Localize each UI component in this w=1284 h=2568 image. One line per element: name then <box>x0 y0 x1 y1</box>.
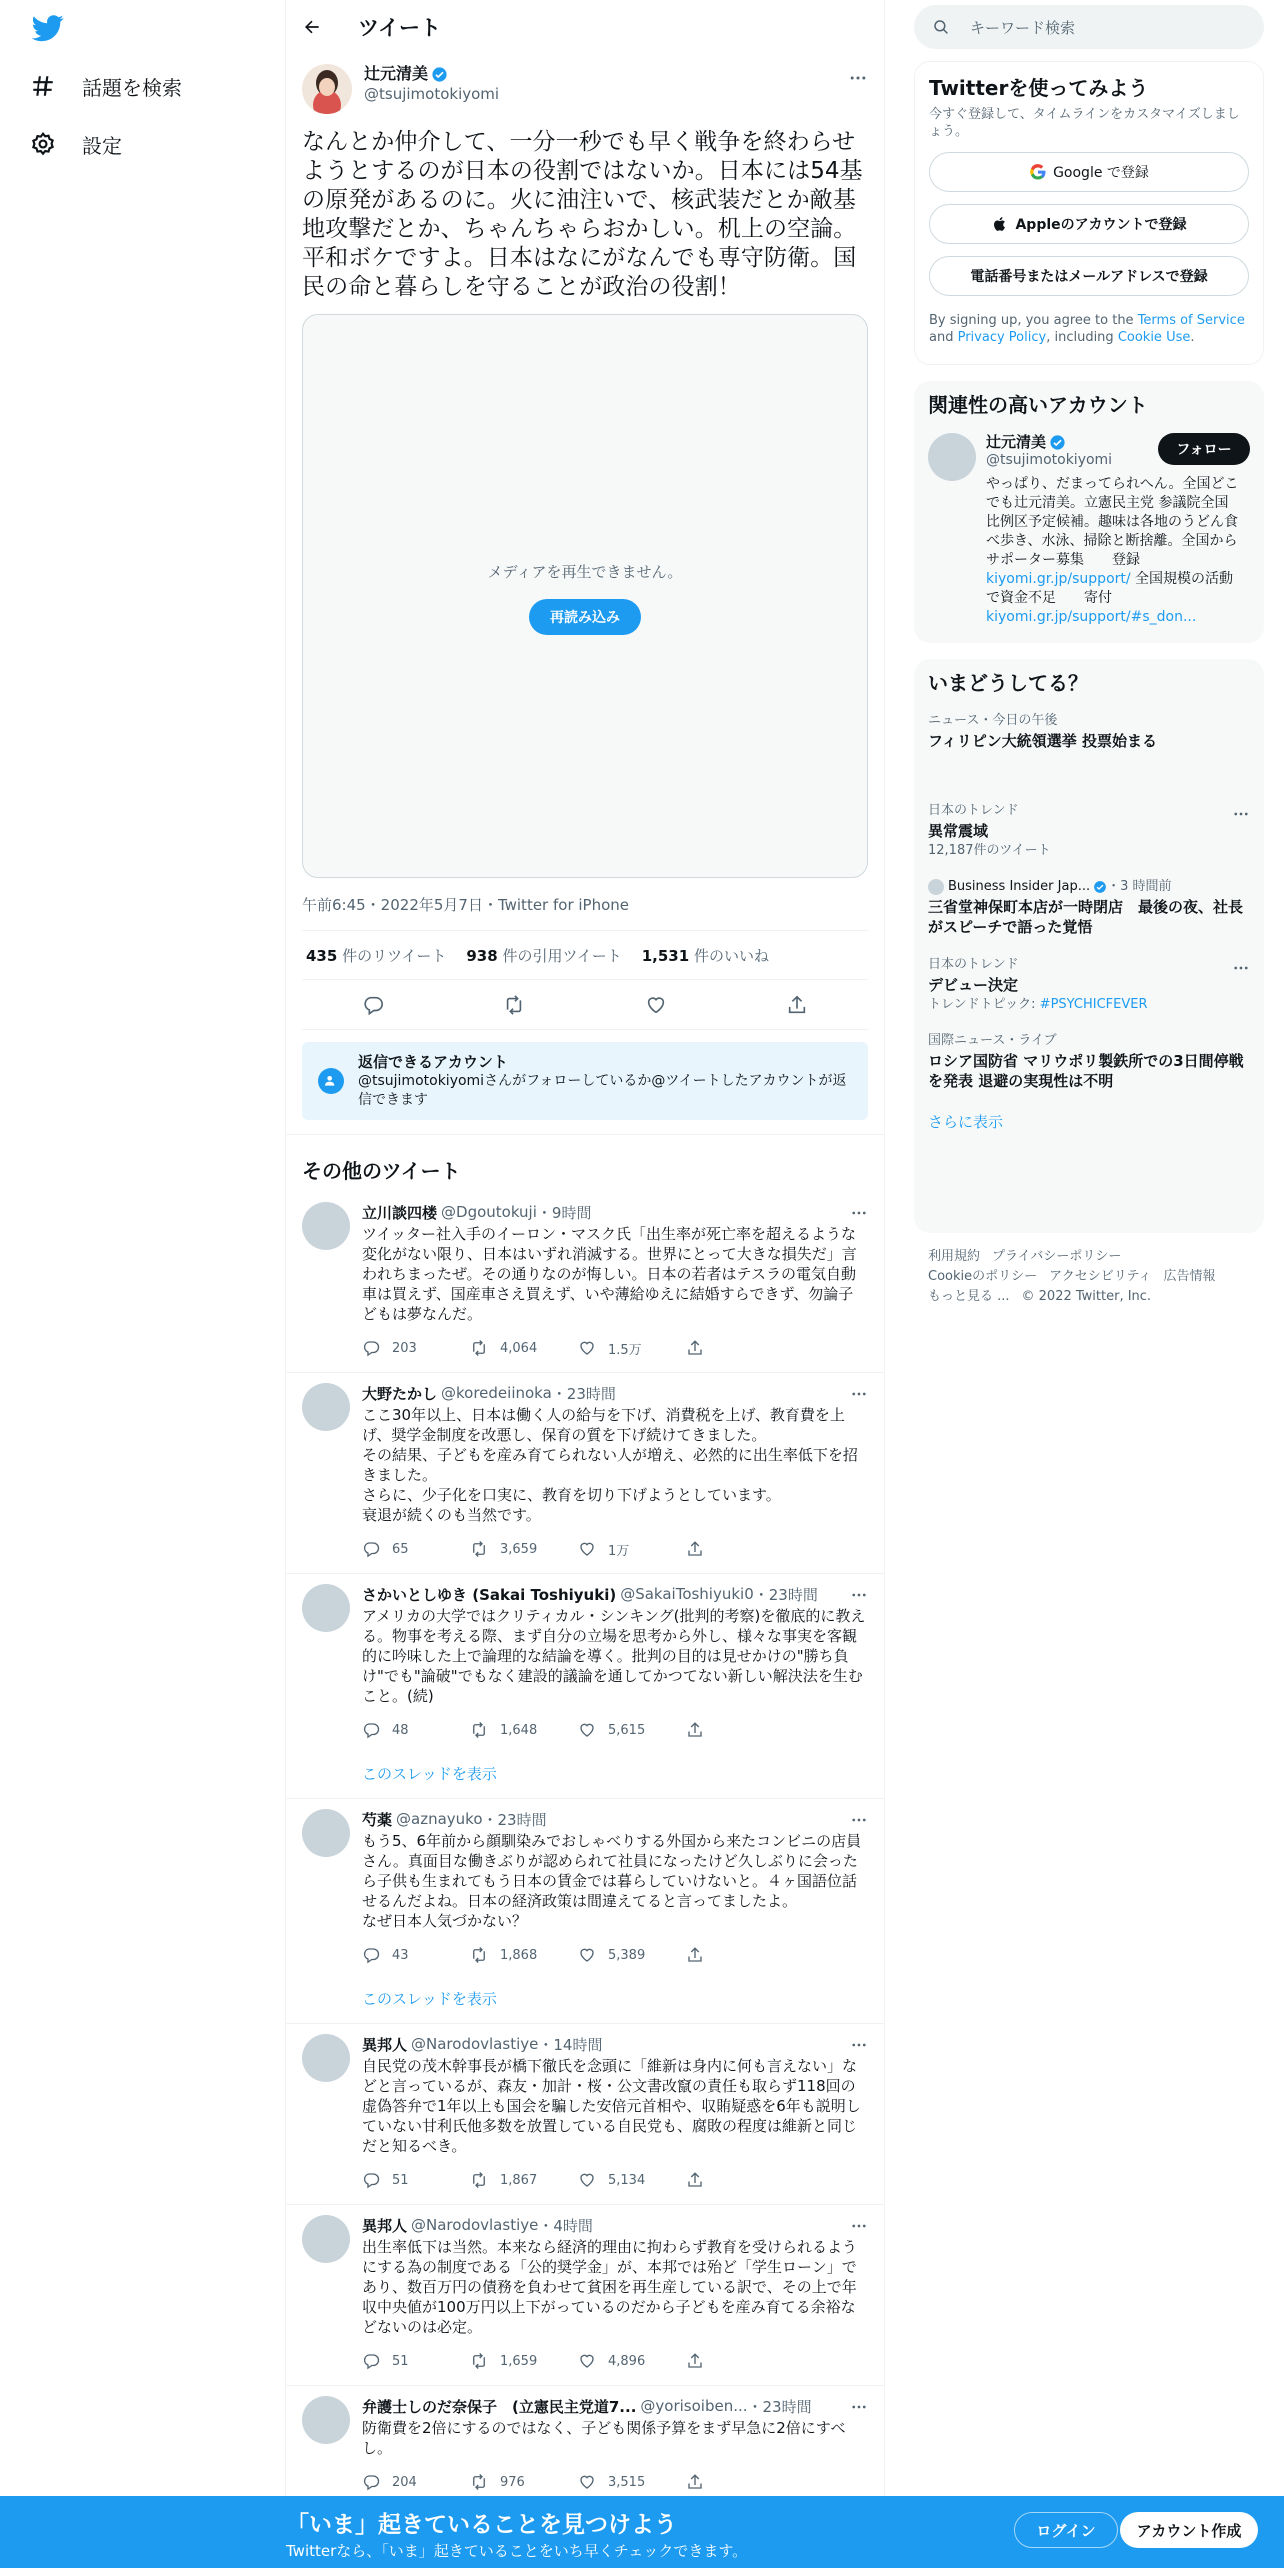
reply-count: 65 <box>392 1541 409 1557</box>
retweet-count: 1,648 <box>500 1722 538 1738</box>
tweet-timestamp[interactable]: 午前6:45・2022年5月7日・Twitter for iPhone <box>302 896 630 914</box>
tweet-actions <box>362 1712 868 1748</box>
reply-icon[interactable] <box>362 994 384 1016</box>
publisher-avatar <box>928 879 944 895</box>
share-icon[interactable] <box>686 1339 704 1357</box>
show-more-link[interactable]: さらに表示 <box>928 1113 1004 1131</box>
author-handle[interactable]: @tsujimotokiyomi <box>364 85 500 103</box>
tweet-time[interactable]: ・9時間 <box>536 1203 592 1222</box>
footer-more-link[interactable]: もっと見る ... <box>928 1289 1010 1304</box>
trend-title: フィリピン大統領選挙 投票始まる <box>928 732 1158 750</box>
trends-card <box>914 659 1264 1233</box>
like-count-value: 1,531 <box>641 946 690 965</box>
like-count: 5,615 <box>608 1722 646 1738</box>
media-error-message: メディアを再生できません。 <box>487 563 683 581</box>
avatar[interactable] <box>302 64 352 114</box>
apple-signup-button[interactable] <box>929 204 1249 244</box>
quote-count-label: 件の引用ツイート <box>502 946 622 965</box>
retweet-icon[interactable] <box>470 2473 488 2491</box>
nav-explore[interactable] <box>30 66 182 106</box>
footer <box>914 1247 1264 1307</box>
nav-settings-label: 設定 <box>82 133 122 158</box>
google-signup-label: Google で登録 <box>1053 165 1149 181</box>
left-nav <box>0 0 285 2568</box>
list-item[interactable] <box>286 2205 884 2386</box>
avatar[interactable] <box>302 2215 350 2263</box>
more-options-icon[interactable] <box>850 2217 868 2235</box>
tweet-text: ここ30年以上、日本は働く人の給与を下げ、消費税を上げ、教育費を上げ、奨学金制度を改悪し、保育の質を下げ続けてきました。 その結果、子どもを産み育てられない人が増え、必然的に出生率低下を招きました。 さらに、少子化を口実に、教育を切り下げようとしています。 衰退が続くのも当然です。 <box>362 1406 858 1524</box>
tweet-author <box>302 64 868 116</box>
trend-title: 異常震域 <box>928 822 989 840</box>
tweet-actions <box>362 2343 868 2379</box>
trends-title: いまどうしてる？ <box>928 671 1088 695</box>
terms-text: and <box>929 330 958 345</box>
share-icon[interactable] <box>686 2352 704 2370</box>
terms-of-service-link[interactable]: Terms of Service <box>1137 313 1245 328</box>
search-placeholder: キーワード検索 <box>970 18 1076 37</box>
more-options-icon[interactable] <box>850 2036 868 2054</box>
share-icon[interactable] <box>686 1721 704 1739</box>
list-item[interactable] <box>286 1373 884 1574</box>
reply-count: 43 <box>392 1947 409 1963</box>
reply-icon[interactable] <box>362 2171 380 2189</box>
show-thread-link[interactable]: このスレッドを表示 <box>362 1989 497 2008</box>
share-icon[interactable] <box>686 2171 704 2189</box>
trend-title: デビュー決定 <box>928 976 1019 994</box>
like-icon[interactable] <box>578 2171 596 2189</box>
tweet-text: 防衛費を2倍にするのではなく、子ども関係予算をまず早急に2倍にすべし。 <box>362 2419 846 2457</box>
footer-ads-link[interactable]: 広告情報 <box>1163 1269 1216 1284</box>
show-thread-link[interactable]: このスレッドを表示 <box>362 1764 497 1783</box>
tweet-author-handle: @Dgoutokuji <box>441 1203 537 1221</box>
signup-title: Twitterを使ってみよう <box>929 76 1149 100</box>
reply-icon[interactable] <box>362 1339 380 1357</box>
retweet-icon[interactable] <box>470 2171 488 2189</box>
list-item[interactable] <box>286 1799 884 2024</box>
like-count: 1万 <box>608 1543 630 1559</box>
tweet-text: アメリカの大学ではクリティカル・シンキング(批判的考察)を徹底的に教える。物事を考える際、まず自分の立場を思考から外し、様々な事実を客観的に吟味した上で論理的な結論を導く。批判の目的は見せかけの"勝ち負け"でも"論破"でもなく建設的議論を通してかつてない新しい解決法を生むこと。(続) <box>362 1607 866 1705</box>
tweet-text: なんとか仲介して、一分一秒でも早く戦争を終わらせようとするのが日本の役割ではないか。日本には54基の原発があるのに。火に油注いで、核武装だとか敵基地攻撃だとか、ちゃんちゃらおかしい。机上の空論。平和ボケですよ。日本はなにがなんでも専守防衛。国民の命と暮らしを守ることが政治の役割！ <box>302 129 863 300</box>
google-logo-icon <box>1029 163 1047 181</box>
trend-item[interactable] <box>914 793 1264 869</box>
apple-signup-label: Appleのアカウントで登録 <box>1015 217 1187 233</box>
list-item[interactable] <box>286 1192 884 1373</box>
tweet-actions <box>362 2162 868 2198</box>
phone-email-signup-label: 電話番号またはメールアドレスで登録 <box>970 269 1208 285</box>
like-count-label: 件のいいね <box>693 946 769 965</box>
trend-title: ロシア国防省 マリウポリ製鉄所での3日間停戦を発表 退避の実現性は不明 <box>928 1052 1244 1090</box>
tweet-author-name[interactable]: 弁護士しのだ奈保子 (立憲民主党道7... <box>362 2397 637 2416</box>
tweet-stats <box>302 930 868 980</box>
like-icon[interactable] <box>578 2352 596 2370</box>
tweet-actions <box>362 1937 868 1973</box>
trend-time: ・3 時間前 <box>1107 879 1172 894</box>
retweet-count: 1,868 <box>500 1947 538 1963</box>
tweet-text: 自民党の茂木幹事長が橋下徹氏を念頭に「維新は身内に何も言えない」などと言っているが、森友・加計・桜・公文書改竄の責任も取らず118回の虚偽答弁で1年以上も国会を騙した安倍元首相や、収賄疑惑を6年も説明していない甘利氏他多数を放置している自民党も、腐敗の程度は維新と同じだと知るべき。 <box>362 2057 861 2155</box>
bio-text: やっぱり、だまってられへん。全国どこでも辻元清美。立憲民主党 参議院全国比例区予定候補。趣味は各地のうどん食べ歩き、水泳、掃除と断捨離。全国からサポーター募集 登録 <box>986 476 1239 568</box>
tweet-actions <box>362 2464 868 2500</box>
main-column <box>286 0 884 2568</box>
tweet-text: もう5、6年前から顔馴染みでおしゃべりする外国から来たコンビニの店員さん。真面目な働きぶりが認められて社員になったけど久しぶりに会ったら子供も生まれてもう日本の賃金では暮らしていけないと。４ヶ国語位話せるんだよね。日本の経済政策は間違えてると言ってましたよ。 なぜ日本人気づかない？ <box>362 1832 862 1930</box>
trend-context: Business Insider Jap... <box>948 879 1091 894</box>
trend-context: 日本のトレンド <box>928 957 1019 972</box>
other-tweets-list <box>286 1192 884 2507</box>
reply-count: 203 <box>392 1340 417 1356</box>
signup-card <box>914 61 1264 365</box>
cookie-use-link[interactable]: Cookie Use <box>1117 330 1191 345</box>
list-item[interactable] <box>286 2024 884 2205</box>
related-accounts-card <box>914 381 1264 643</box>
quote-count[interactable] <box>466 945 621 966</box>
back-arrow-icon[interactable] <box>302 17 322 37</box>
like-icon[interactable] <box>578 1339 596 1357</box>
reply-notice-title: 返信できるアカウント <box>358 1052 508 1071</box>
retweet-count: 4,064 <box>500 1340 538 1356</box>
like-icon[interactable] <box>578 1946 596 1964</box>
search-input[interactable] <box>914 5 1264 49</box>
signup-button[interactable]: アカウント作成 <box>1120 2512 1258 2548</box>
more-options-icon[interactable] <box>850 1811 868 1829</box>
bio-text: 全国規模の活動で資金不足 寄付 <box>986 571 1234 606</box>
tweet-author-name[interactable]: 異邦人 <box>362 2035 408 2054</box>
more-tweets-heading: その他のツイート <box>286 1134 884 1192</box>
retweet-count: 1,867 <box>500 2172 538 2188</box>
tweet-author-handle: @SakaiToshiyuki0 <box>620 1585 754 1603</box>
reply-icon[interactable] <box>362 2473 380 2491</box>
retweet-count: 976 <box>500 2474 525 2490</box>
share-icon[interactable] <box>786 994 808 1016</box>
footer-terms-link[interactable]: 利用規約 <box>928 1249 981 1264</box>
search-icon <box>932 18 950 36</box>
retweet-icon[interactable] <box>470 1540 488 1558</box>
like-count: 5,134 <box>608 2172 646 2188</box>
reply-notice-desc: @tsujimotokiyomiさんがフォローしているか@ツイートしたアカウントが返信できます <box>358 1072 847 1108</box>
tweet-author-name[interactable]: さかいとしゆき (Sakai Toshiyuki) <box>362 1585 617 1604</box>
more-options-icon[interactable] <box>1232 959 1250 977</box>
trend-item[interactable] <box>914 1023 1264 1101</box>
quote-count-value: 938 <box>466 946 498 965</box>
reply-icon[interactable] <box>362 1946 380 1964</box>
retweet-icon[interactable] <box>503 994 525 1016</box>
reply-restriction-notice <box>302 1042 868 1120</box>
reply-icon[interactable] <box>362 2352 380 2370</box>
trend-item[interactable] <box>914 947 1264 1023</box>
footer-accessibility-link[interactable]: アクセシビリティ <box>1049 1269 1152 1284</box>
like-count: 5,389 <box>608 1947 646 1963</box>
share-icon[interactable] <box>686 1540 704 1558</box>
like-icon[interactable] <box>645 994 667 1016</box>
more-options-icon[interactable] <box>850 2398 868 2416</box>
tweet-time[interactable]: ・23時間 <box>551 1384 616 1403</box>
media-player[interactable] <box>302 314 868 878</box>
related-account[interactable] <box>928 433 1250 627</box>
tweet-actions <box>362 1531 868 1567</box>
tweet-time[interactable]: ・4時間 <box>538 2216 593 2235</box>
retweet-count-label: 件のリツイート <box>342 946 447 965</box>
related-title: 関連性の高いアカウント <box>928 393 1148 417</box>
retweet-count-value: 435 <box>306 946 338 965</box>
share-icon[interactable] <box>686 2473 704 2491</box>
trend-context: 日本のトレンド <box>928 803 1019 818</box>
apple-logo-icon <box>991 215 1009 233</box>
trend-title: 三省堂神保町本店が一時閉店 最後の夜、社長がスピーチで語った覚悟 <box>928 898 1244 936</box>
like-icon[interactable] <box>578 2473 596 2491</box>
page-title: ツイート <box>358 16 441 40</box>
user-mention-icon <box>318 1068 344 1094</box>
retweet-icon[interactable] <box>470 1339 488 1357</box>
banner-title: 「いま」起きていることを見つけよう <box>286 2512 677 2538</box>
main-tweet <box>286 54 884 914</box>
like-count: 3,515 <box>608 2474 646 2490</box>
related-handle: @tsujimotokiyomi <box>986 452 1113 468</box>
tweet-actions <box>362 1330 868 1366</box>
like-count: 4,896 <box>608 2353 646 2369</box>
more-options-icon[interactable] <box>848 68 868 88</box>
footer-copyright: © 2022 Twitter, Inc. <box>1021 1289 1152 1304</box>
trend-context: 国際ニュース・ライブ <box>928 1033 1057 1048</box>
reply-count: 204 <box>392 2474 417 2490</box>
avatar[interactable] <box>302 1383 350 1431</box>
tweet-time[interactable]: ・23時間 <box>753 1585 818 1604</box>
retweet-count[interactable] <box>306 945 446 966</box>
tweet-time[interactable]: ・23時間 <box>482 1810 547 1829</box>
trend-hashtag-link[interactable]: #PSYCHICFEVER <box>1039 997 1148 1012</box>
like-icon[interactable] <box>578 1540 596 1558</box>
tweet-author-name[interactable]: 芍薬 <box>362 1810 393 1829</box>
terms-text: , including <box>1046 330 1118 345</box>
more-options-icon[interactable] <box>1232 805 1250 823</box>
tweet-author-handle: @aznayuko <box>396 1810 483 1828</box>
retweet-icon[interactable] <box>470 1946 488 1964</box>
gear-icon <box>30 131 56 157</box>
signup-terms <box>929 312 1249 346</box>
tweet-author-name[interactable]: 異邦人 <box>362 2216 408 2235</box>
signup-subtitle: 今すぐ登録して、タイムラインをカスタマイズしましょう。 <box>929 107 1240 139</box>
reply-icon[interactable] <box>362 1721 380 1739</box>
reload-button[interactable]: 再読み込み <box>529 599 641 635</box>
hashtag-icon <box>30 73 56 99</box>
google-signup-button[interactable] <box>929 152 1249 192</box>
verified-badge-icon <box>1093 880 1107 894</box>
follow-button[interactable]: フォロー <box>1158 433 1250 465</box>
bio-link-donate[interactable]: kiyomi.gr.jp/support/#s_don... <box>986 609 1197 625</box>
tweet-author-handle: @Narodovlastiye <box>411 2216 539 2234</box>
tweet-author-handle: @yorisoiben... <box>640 2397 748 2415</box>
list-item[interactable] <box>286 1574 884 1799</box>
reply-icon[interactable] <box>362 1540 380 1558</box>
reply-count: 51 <box>392 2353 409 2369</box>
share-icon[interactable] <box>686 1946 704 1964</box>
verified-badge-icon <box>431 66 448 83</box>
retweet-count: 3,659 <box>500 1541 538 1557</box>
login-button[interactable]: ログイン <box>1014 2512 1118 2548</box>
bio-link-support[interactable]: kiyomi.gr.jp/support/ <box>986 571 1131 587</box>
trend-note: トレンドトピック: <box>928 997 1040 1012</box>
trend-context: ニュース・今日の午後 <box>928 713 1058 728</box>
avatar[interactable] <box>302 1584 350 1632</box>
twitter-logo-icon[interactable] <box>32 12 64 44</box>
trend-item[interactable] <box>914 703 1264 761</box>
list-item[interactable] <box>286 2386 884 2507</box>
author-name[interactable]: 辻元清美 <box>364 64 429 83</box>
reply-count: 51 <box>392 2172 409 2188</box>
more-options-icon[interactable] <box>850 1204 868 1222</box>
reply-count: 48 <box>392 1722 409 1738</box>
footer-cookie-link[interactable]: Cookieのポリシー <box>928 1269 1038 1284</box>
like-count: 1.5万 <box>608 1342 642 1358</box>
terms-text: By signing up, you agree to the <box>929 313 1138 328</box>
trend-tweet-count: 12,187件のツイート <box>928 843 1051 858</box>
signup-banner <box>0 2496 1284 2568</box>
tweet-author-handle: @koredeiinoka <box>441 1384 552 1402</box>
right-column <box>914 0 1264 1307</box>
avatar[interactable] <box>302 2396 350 2444</box>
like-icon[interactable] <box>578 1721 596 1739</box>
divider <box>884 0 885 2568</box>
verified-badge-icon <box>1049 434 1066 451</box>
tweet-author-name[interactable]: 立川談四楼 <box>362 1203 438 1222</box>
more-options-icon[interactable] <box>850 1385 868 1403</box>
tweet-text: 出生率低下は当然。本来なら経済的理由に拘わらず教育を受けられるようにする為の制度である「公的奨学金」が、本邦では殆ど「学生ローン」であり、数百万円の債務を負わせて貧困を再生産している訳で、その上で年収中央値が100万円以上下がっているのだから子どもを産み育てる余裕などないのは必定。 <box>362 2238 858 2336</box>
nav-explore-label: 話題を検索 <box>82 75 182 100</box>
page-header <box>286 0 884 54</box>
retweet-count: 1,659 <box>500 2353 538 2369</box>
retweet-icon[interactable] <box>470 1721 488 1739</box>
phone-email-signup-button[interactable] <box>929 256 1249 296</box>
tweet-time[interactable]: ・23時間 <box>747 2397 812 2416</box>
avatar[interactable] <box>928 433 976 481</box>
tweet-author-name[interactable]: 大野たかし <box>362 1384 438 1403</box>
avatar[interactable] <box>302 1809 350 1857</box>
tweet-text: ツイッター社入手のイーロン・マスク氏「出生率が死亡率を超えるような変化がない限り、日本はいずれ消滅する。世界にとって大きな損失だ」言われちまったぜ。その通りなのが悔しい。日本の若者はテスラの電気自動車は買えず、国産車さえ買えず、いや薄給ゆえに結婚すらできず、勿論子どもは夢なんだ。 <box>362 1225 857 1323</box>
related-bio <box>986 475 1242 627</box>
banner-subtitle: Twitterなら、「いま」起きていることをいち早くチェックできます。 <box>286 2542 748 2560</box>
nav-settings[interactable] <box>30 124 122 164</box>
footer-privacy-link[interactable]: プライバシーポリシー <box>992 1249 1122 1264</box>
tweet-actions <box>302 980 868 1030</box>
terms-text: . <box>1190 330 1195 345</box>
privacy-policy-link[interactable]: Privacy Policy <box>957 330 1047 345</box>
tweet-author-handle: @Narodovlastiye <box>411 2035 539 2053</box>
trend-item[interactable] <box>914 869 1264 947</box>
like-count[interactable] <box>642 945 769 966</box>
related-name[interactable]: 辻元清美 <box>986 433 1047 451</box>
more-options-icon[interactable] <box>850 1586 868 1604</box>
avatar[interactable] <box>302 1202 350 1250</box>
retweet-icon[interactable] <box>470 2352 488 2370</box>
tweet-time[interactable]: ・14時間 <box>538 2035 603 2054</box>
avatar[interactable] <box>302 2034 350 2082</box>
